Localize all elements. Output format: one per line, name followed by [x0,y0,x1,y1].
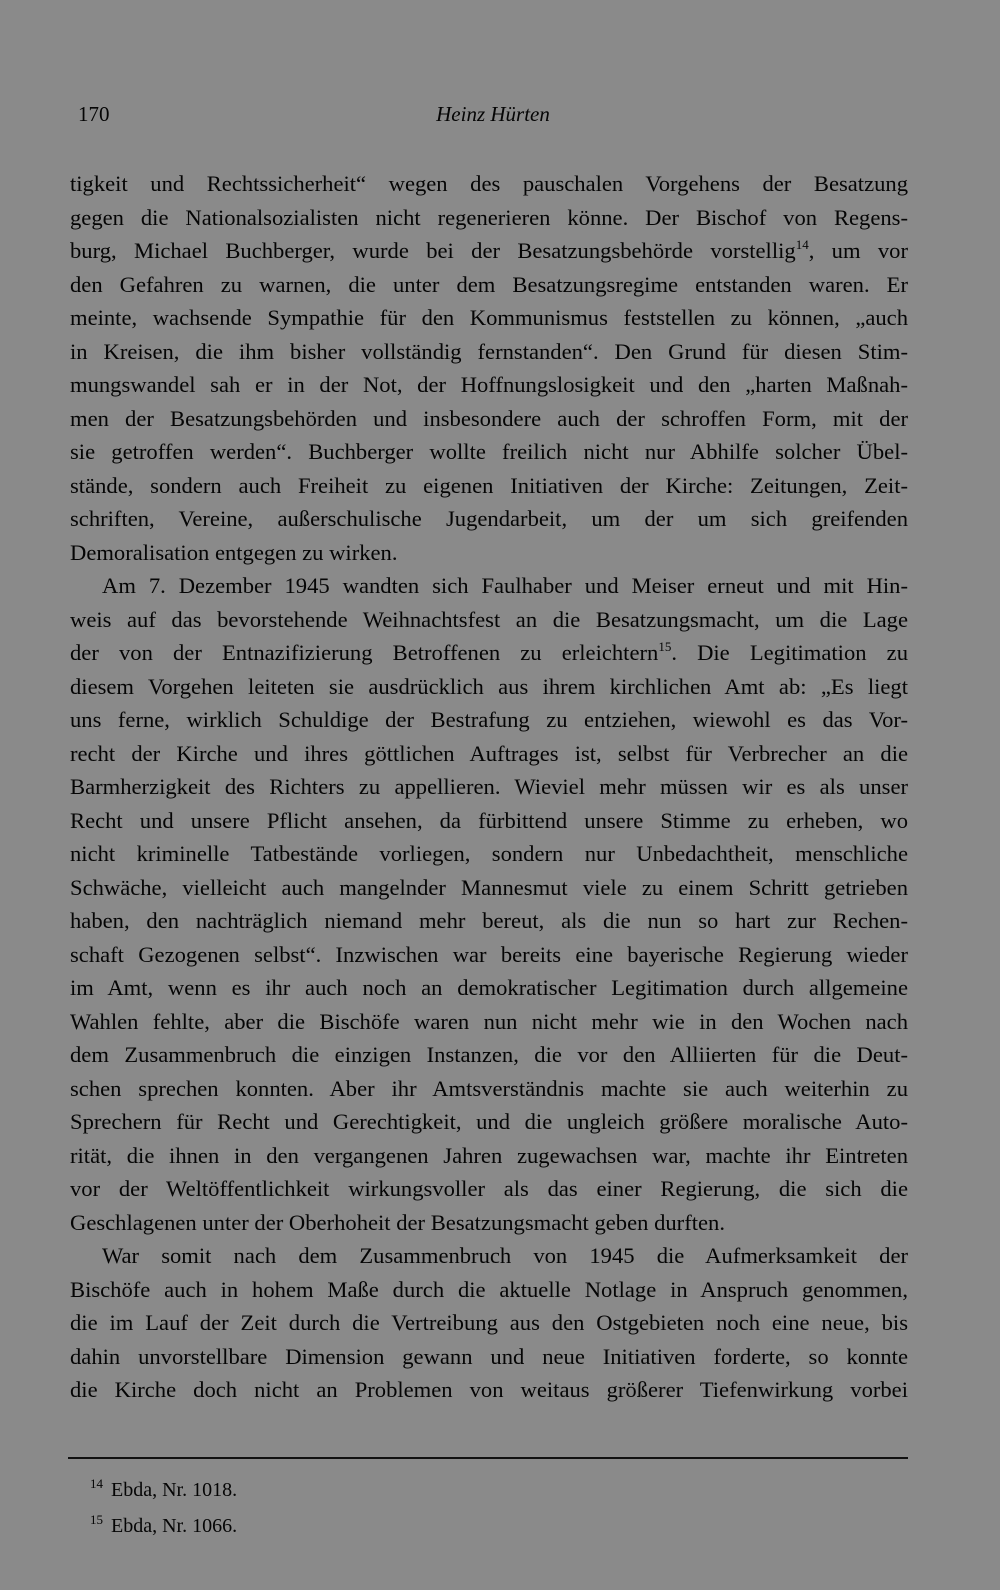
text-line: gegen die Nationalsozialisten nicht regenerieren könne. Der Bischof von Regens- [70,204,908,230]
text-line: schen sprechen konnten. Aber ihr Amtsverständnis machte sie auch weiterhin zu [70,1075,908,1101]
text-line: weis auf das bevorstehende Weihnachtsfest an die Besatzungsmacht, um die Lage [70,606,908,632]
footnote-mark: 15 [90,1512,103,1527]
text-line: Wahlen fehlte, aber die Bischöfe waren nun nicht mehr wie in den Wochen nach [70,1008,908,1034]
page-number: 170 [78,102,110,126]
text-line: haben, den nachträglich niemand mehr bereut, als die nun so hart zur Rechen- [70,908,908,933]
footnote-reference: 15 [658,639,672,654]
text-line: men der Besatzungsbehörden und insbesondere auch der schroffen Form, mit der [70,405,908,431]
text-line: dem Zusammenbruch die einzigen Instanzen, die vor den Alliierten für die Deut- [70,1042,908,1067]
text-line: Bischöfe auch in hohem Maße durch die aktuelle Notlage in Anspruch genommen, [70,1276,908,1302]
footnote-15 [90,1505,237,1541]
footnote-reference: 14 [795,237,809,252]
footnote-separator [68,1457,908,1459]
text-line: den Gefahren zu warnen, die unter dem Besatzungsregime entstanden waren. Er [70,271,908,297]
footnote-text: Ebda, Nr. 1018. [111,1479,238,1501]
text-line: vor der Weltöffentlichkeit wirkungsvoller als das einer Regierung, die sich die [70,1176,908,1201]
text-line: mungswandel sah er in der Not, der Hoffnungslosigkeit und den „harten Maßnah- [70,372,908,397]
text-line: tigkeit und Rechtssicherheit“ wegen des pauschalen Vorgehens der Besatzung [70,171,908,196]
text-line: rität, die ihnen in den vergangenen Jahren zugewachsen war, machte ihr Eintreten [70,1142,908,1168]
text-line: stände, sondern auch Freiheit zu eigenen Initiativen der Kirche: Zeitungen, Zeit- [70,472,908,498]
text-line: burg, Michael Buchberger, wurde bei der Besatzungsbehörde vorstellig$^{14}$, um vor [70,237,908,263]
text-line: nicht kriminelle Tatbestände vorliegen, sondern nur Unbedachtheit, menschliche [70,841,908,866]
text-line: Am 7. Dezember 1945 wandten sich Faulhaber und Meiser erneut und mit Hin- [102,573,908,598]
text-line: in Kreisen, die ihm bisher vollständig fernstanden“. Den Grund für diesen Stim- [70,338,908,364]
text-line: im Amt, wenn es ihr auch noch an demokratischer Legitimation durch allgemeine [70,975,908,1000]
footnote-14 [90,1469,237,1505]
footnotes [90,1469,237,1541]
footnote-text: Ebda, Nr. 1066. [111,1515,238,1537]
body-text [70,167,908,1407]
text-line: recht der Kirche und ihres göttlichen Auftrages ist, selbst für Verbrecher an die [70,740,908,766]
text-line: Barmherzigkeit des Richters zu appellieren. Wieviel mehr müssen wir es als unser [70,774,908,799]
page-header [78,102,908,132]
text-line: diesem Vorgehen leiteten sie ausdrücklich aus ihrem kirchlichen Amt ab: „Es liegt [70,673,908,699]
text-line: Sprechern für Recht und Gerechtigkeit, und die ungleich größere moralische Auto- [70,1109,908,1134]
text-line: der von der Entnazifizierung Betroffenen zu erleichtern$^{15}$. Die Legitimation zu [70,639,908,665]
text-line: Schwäche, vielleicht auch mangelnder Mannesmut viele zu einem Schritt getrieben [70,874,908,900]
running-head-author: Heinz Hürten [436,102,550,126]
text-line: meinte, wachsende Sympathie für den Kommunismus feststellen zu können, „auch [70,305,908,330]
footnote-mark: 14 [90,1476,103,1491]
text-line: die im Lauf der Zeit durch die Vertreibung aus den Ostgebieten noch eine neue, bis [70,1310,908,1335]
text-line: dahin unvorstellbare Dimension gewann und neue Initiativen forderte, so konnte [70,1343,908,1369]
text-line: Demoralisation entgegen zu wirken. [70,539,398,565]
text-line: schriften, Vereine, außerschulische Jugendarbeit, um der um sich greifenden [70,506,908,531]
text-line: War somit nach dem Zusammenbruch von 1945 die Aufmerksamkeit der [102,1243,908,1268]
text-line: schaft Gezogenen selbst“. Inzwischen war bereits eine bayerische Regierung wieder [70,941,908,967]
text-line: Geschlagenen unter der Oberhoheit der Besatzungsmacht geben durften. [70,1209,725,1235]
text-line: die Kirche doch nicht an Problemen von weitaus größerer Tiefenwirkung vorbei [70,1377,908,1402]
text-line: sie getroffen werden“. Buchberger wollte freilich nicht nur Abhilfe solcher Übel- [70,439,908,464]
text-line: Recht und unsere Pflicht ansehen, da fürbittend unsere Stimme zu erheben, wo [70,807,908,833]
text-line: uns ferne, wirklich Schuldige der Bestrafung zu entziehen, wiewohl es das Vor- [70,707,908,732]
